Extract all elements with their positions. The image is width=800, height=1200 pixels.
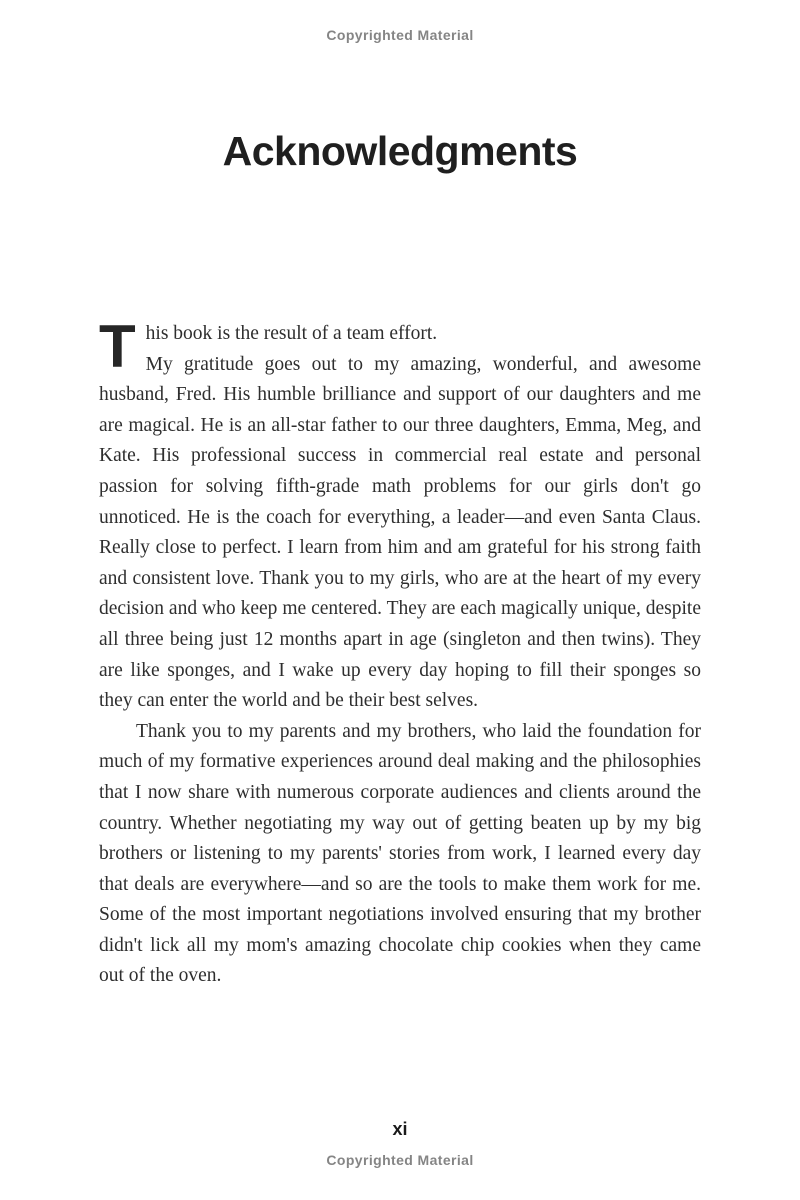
paragraph-parents: Thank you to my parents and my brothers, who laid the foundation for much of my formative experiences around deal making and the philosophies that I now share with numerous corporate audiences and clients around the country. Whether negotiating my way out of getting beaten up by my big brothers or listening to my parents' stories from work, I learned every day that deals are everywhere—and so are the tools to make them work for me. Some of the most important negotiations involved ensuring that my brother didn't lick all my mom's amazing chocolate chip cookies when they came out of the oven. [99,720,701,987]
copyright-notice-bottom: Copyrighted Material [326,1152,474,1168]
page-title: Acknowledgments [222,128,578,174]
body-text [99,313,701,992]
paragraph-opening: his book is the result of a team effort. [145,323,438,344]
paragraph-gratitude: My gratitude goes out to my amazing, wonderful, and awesome husband, Fred. His humble brilliance and support of our daughters and me are magical. He is an all-star father to our three daughters, Emma, Meg, and Kate. His professional success in commercial real estate and personal passion for solving fifth-grade math problems for our girls don't go unnoticed. He is the coach for everything, a leader—and even Santa Claus. Really close to perfect. I learn from him and am grateful for his strong faith and consistent love. Thank you to my girls, who are at the heart of my every decision and who keep me centered. They are each magically unique, despite all three being just 12 months apart in age (singleton and then twins). They are like sponges, and I wake up every day hoping to fill their sponges so they can enter the world and be their best selves. [99,353,701,712]
copyright-notice-top: Copyrighted Material [326,27,474,43]
drop-cap: T [99,313,136,380]
page-number: xi [392,1119,408,1139]
